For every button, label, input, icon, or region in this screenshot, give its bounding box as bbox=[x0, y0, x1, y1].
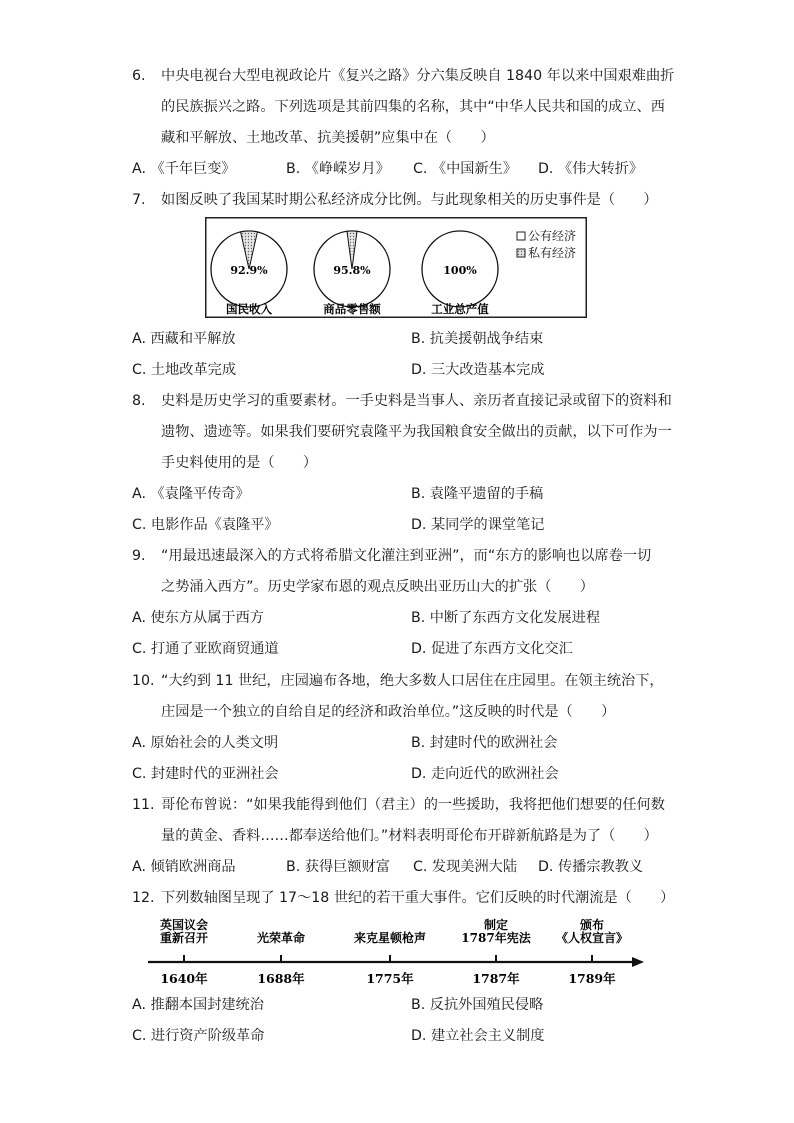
pie-percent-label: 92.9% bbox=[230, 264, 268, 277]
option-d[interactable]: D. 促进了东西方文化交汇 bbox=[411, 641, 573, 657]
option-b[interactable]: B. 获得巨额财富 bbox=[286, 859, 390, 875]
question-number: 12. bbox=[132, 890, 155, 906]
legend-swatch-private bbox=[517, 249, 525, 257]
option-c[interactable]: C. 土地改革完成 bbox=[132, 362, 237, 378]
question-number: 11. bbox=[132, 797, 155, 813]
pie-percent-label: 95.8% bbox=[333, 264, 371, 277]
option-c[interactable]: C. 电影作品《袁隆平》 bbox=[132, 517, 279, 533]
legend-label-private: 私有经济 bbox=[528, 246, 577, 260]
question-text-line: 史料是历史学习的重要素材。一手史料是当事人、亲历者直接记录或留下的资料和 bbox=[161, 393, 672, 409]
option-d[interactable]: D. 《伟大转折》 bbox=[538, 161, 644, 177]
pie-chart-figure bbox=[205, 217, 587, 318]
option-b[interactable]: B. 袁隆平遗留的手稿 bbox=[411, 486, 544, 502]
timeline-figure bbox=[140, 915, 650, 993]
question-text-line: 藏和平解放、土地改革、抗美援朝”应集中在（ ） bbox=[161, 130, 495, 146]
option-a[interactable]: A. 倾销欧洲商品 bbox=[132, 859, 236, 875]
option-c[interactable]: C. 打通了亚欧商贸通道 bbox=[132, 641, 279, 657]
question-text-line: “大约到 11 世纪，庄园遍布各地，绝大多数人口居住在庄园里。在领主统治下， bbox=[161, 673, 664, 689]
question-number: 8. bbox=[132, 393, 146, 409]
question-text-line: “用最迅速最深入的方式将希腊文化灌注到亚洲”，而“东方的影响也以席卷一切 bbox=[161, 548, 652, 564]
option-a[interactable]: A. 推翻本国封建统治 bbox=[132, 997, 264, 1013]
option-c[interactable]: C. 《中国新生》 bbox=[413, 161, 518, 177]
option-a[interactable]: A. 使东方从属于西方 bbox=[132, 610, 264, 626]
timeline-event-label: 1787年宪法 bbox=[461, 931, 531, 945]
question-text-line: 中央电视台大型电视政论片《复兴之路》分六集反映自 1840 年以来中国艰难曲折 bbox=[161, 68, 675, 84]
timeline-year-label: 1688年 bbox=[257, 971, 305, 986]
question-number: 10. bbox=[132, 673, 155, 689]
option-c[interactable]: C. 发现美洲大陆 bbox=[413, 859, 518, 875]
question-text-line: 的民族振兴之路。下列选项是其前四集的名称，其中“中华人民共和国的成立、西 bbox=[161, 99, 665, 115]
question-number: 9. bbox=[132, 548, 146, 564]
option-b[interactable]: B. 《峥嵘岁月》 bbox=[286, 161, 390, 177]
pie-percent-label: 100% bbox=[443, 264, 477, 277]
legend-label-public: 公有经济 bbox=[528, 229, 577, 243]
option-b[interactable]: B. 抗美援朝战争结束 bbox=[411, 331, 544, 347]
option-a[interactable]: A. 《袁隆平传奇》 bbox=[132, 486, 250, 502]
question-text-line: 遗物、遗迹等。如果我们要研究袁隆平为我国粮食安全做出的贡献，以下可作为一 bbox=[161, 424, 672, 440]
option-d[interactable]: D. 走向近代的欧洲社会 bbox=[411, 766, 559, 782]
option-a[interactable]: A. 西藏和平解放 bbox=[132, 331, 236, 347]
question-text-line: 哥伦布曾说：“如果我能得到他们（君主）的一些援助，我将把他们想要的任何数 bbox=[161, 797, 665, 813]
option-d[interactable]: D. 建立社会主义制度 bbox=[411, 1028, 545, 1044]
pie-category-label: 国民收入 bbox=[226, 302, 272, 316]
option-d[interactable]: D. 某同学的课堂笔记 bbox=[411, 517, 545, 533]
timeline-event-label: 颁布 bbox=[579, 918, 605, 932]
legend-swatch-public bbox=[517, 232, 525, 240]
option-c[interactable]: C. 封建时代的亚洲社会 bbox=[132, 766, 279, 782]
timeline-year-label: 1787年 bbox=[472, 971, 520, 986]
timeline-event-label: 重新召开 bbox=[159, 931, 209, 945]
question-text-line: 如图反映了我国某时期公私经济成分比例。与此现象相关的历史事件是（ ） bbox=[161, 192, 658, 208]
option-c[interactable]: C. 进行资产阶级革命 bbox=[132, 1028, 265, 1044]
timeline-event-label: 制定 bbox=[483, 918, 509, 932]
option-b[interactable]: B. 封建时代的欧洲社会 bbox=[411, 735, 558, 751]
question-number: 7. bbox=[132, 192, 146, 208]
timeline-event-label: 来克星顿枪声 bbox=[353, 931, 427, 945]
option-a[interactable]: A. 原始社会的人类文明 bbox=[132, 735, 279, 751]
option-b[interactable]: B. 反抗外国殖民侵略 bbox=[411, 997, 544, 1013]
option-a[interactable]: A. 《千年巨变》 bbox=[132, 161, 236, 177]
timeline-arrow-icon bbox=[632, 957, 644, 967]
option-b[interactable]: B. 中断了东西方文化发展进程 bbox=[411, 610, 601, 626]
chart-legend bbox=[517, 228, 576, 260]
timeline-year-label: 1789年 bbox=[568, 971, 616, 986]
pie-category-label: 工业总产值 bbox=[431, 302, 489, 316]
pie-category-label: 商品零售额 bbox=[323, 302, 381, 316]
option-d[interactable]: D. 传播宗教教义 bbox=[538, 859, 644, 875]
question-number: 6. bbox=[132, 68, 146, 84]
question-text-line: 量的黄金、香料……都奉送给他们。”材料表明哥伦布开辟新航路是为了（ ） bbox=[161, 828, 658, 844]
option-d[interactable]: D. 三大改造基本完成 bbox=[411, 362, 545, 378]
question-text-line: 手史料使用的是（ ） bbox=[161, 455, 318, 471]
timeline-event-label: 光荣革命 bbox=[256, 931, 306, 945]
question-text-line: 之势涌入西方”。历史学家布恩的观点反映出亚历山大的扩张（ ） bbox=[161, 579, 594, 595]
question-text-line: 庄园是一个独立的自给自足的经济和政治单位。”这反映的时代是（ ） bbox=[161, 704, 616, 720]
timeline-year-label: 1775年 bbox=[366, 971, 414, 986]
timeline-year-label: 1640年 bbox=[160, 971, 208, 986]
question-text-line: 下列数轴图呈现了 17～18 世纪的若干重大事件。它们反映的时代潮流是（ ） bbox=[161, 890, 675, 906]
timeline-event-label: 《人权宣言》 bbox=[555, 931, 629, 945]
timeline-event-label: 英国议会 bbox=[159, 918, 209, 932]
